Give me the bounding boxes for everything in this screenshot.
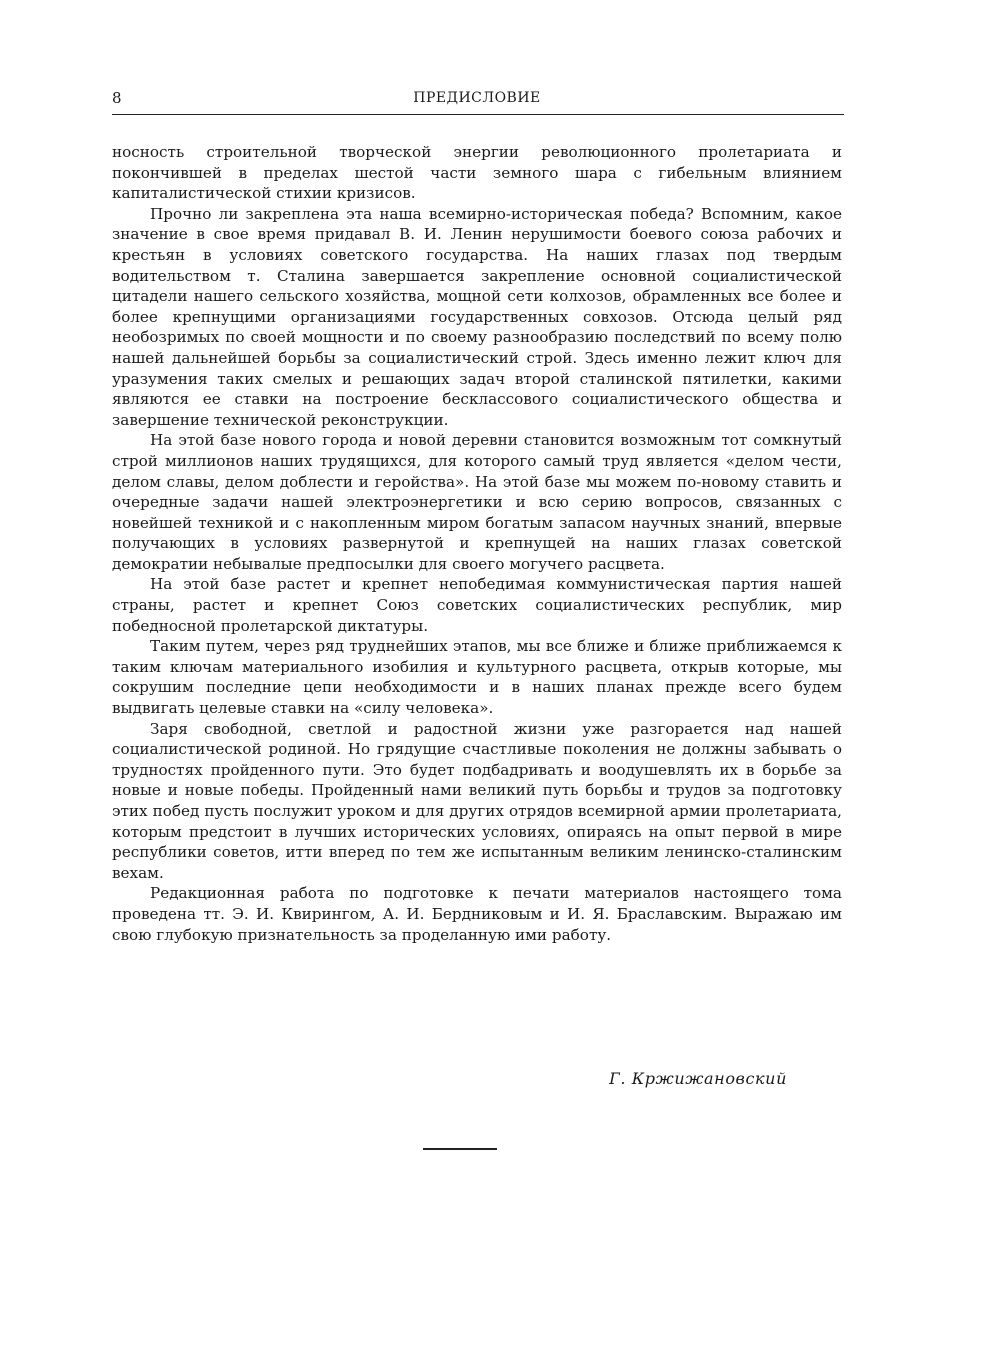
running-title: ПРЕДИСЛОВИЕ: [413, 90, 541, 106]
paragraph: Заря свободной, светлой и радостной жизни уже разгорается над нашей социалистической родиной. Но грядущие счастливые поколения не должны забывать о трудностях пройденного пути. Это будет подбадривать и воодушевлять их в борьбе за новые и новые победы. Пройденный нами великий путь борьбы и трудов за подготовку этих побед пусть послужит уроком и для других отрядов всемирной армии пролетариата, которым предстоит в лучших исторических условиях, опираясь на опыт первой в мире республики советов, итти вперед по тем же испытанным великим ленинско-сталинским вехам.: [112, 719, 842, 882]
paragraph: Таким путем, через ряд труднейших этапов, мы все ближе и ближе приближаемся к таким ключам материального изобилия и культурного расцвета, открыв которые, мы сокрушим последние цепи необходимости и в наших планах прежде всего будем выдвигать целевые ставки на «силу человека».: [112, 637, 842, 718]
paragraph-continued: носность строительной творческой энергии революционного пролетариата и покончившей в пределах шестой части земного шара с гибельным влиянием капиталистической стихии кризисов.: [112, 143, 842, 203]
paragraph: На этой базе растет и крепнет непобедимая коммунистическая партия нашей страны, растет и крепнет Союз советских социалистических республик, мир победносной пролетарской диктатуры.: [112, 575, 842, 635]
paragraph: Прочно ли закреплена эта наша всемирно-историческая победа? Вспомним, какое значение в свое время придавал В. И. Ленин нерушимости боевого союза рабочих и крестьян в условиях советского государства. На наших глазах под твердым водительством т. Сталина завершается закрепление основной социалистической цитадели нашего сельского хозяйства, мощной сети колхозов, обрамленных все более и более крепнущими организациями государственных совхозов. Отсюда целый ряд необозримых по своей мощности и по своему разнообразию последствий по всему полю нашей дальнейшей борьбы за социалистический строй. Здесь именно лежит ключ для уразумения таких смелых и решающих задач второй сталинской пятилетки, какими являются ее ставки на построение бесклассового социалистического общества и завершение технической реконструкции.: [112, 204, 842, 429]
page-number: 8: [112, 89, 122, 107]
body-text: [112, 142, 842, 945]
paragraph: На этой базе нового города и новой деревни становится возможным тот сомкнутый строй миллионов наших трудящихся, для которого самый труд является «делом чести, делом славы, делом доблести и геройства». На этой базе мы можем по-новому ставить и очередные задачи нашей электроэнергетики и всю серию вопросов, связанных с новейшей техникой и с накопленным миром богатым запасом научных знаний, впервые получающих в условиях развернутой и крепнущей на наших глазах советской демократии небывалые предпосылки для своего могучего расцвета.: [112, 431, 842, 573]
end-rule: [423, 1148, 497, 1150]
paragraph: Редакционная работа по подготовке к печати материалов настоящего тома проведена тт. Э. И. Квирингом, А. И. Бердниковым и И. Я. Браславским. Выражаю им свою глубокую признательность за проделанную ими работу.: [112, 884, 842, 944]
page-header: [112, 88, 842, 112]
author-signature: Г. Кржижановский: [609, 1069, 787, 1088]
header-rule: [112, 114, 844, 115]
